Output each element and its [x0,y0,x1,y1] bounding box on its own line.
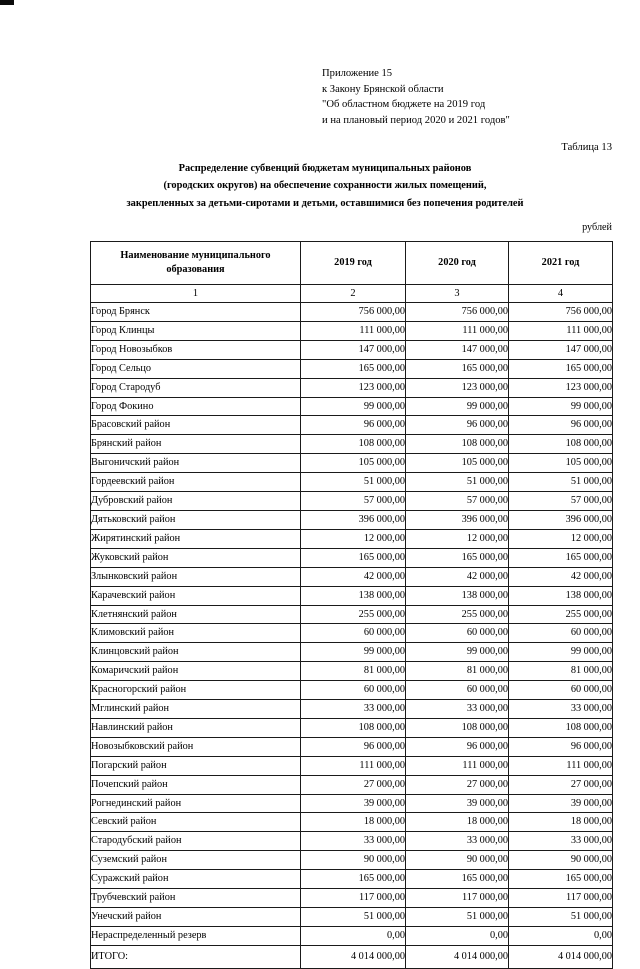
table-row [91,473,613,492]
table-row [91,397,613,416]
row-name-cell: Город Фокино [91,397,301,416]
row-name-cell: Брянский район [91,435,301,454]
row-name-cell: Город Сельцо [91,359,301,378]
row-value-2019: 255 000,00 [301,605,406,624]
row-value-2019: 756 000,00 [301,303,406,322]
row-value-2020: 12 000,00 [406,529,509,548]
row-value-2019: 18 000,00 [301,813,406,832]
row-value-2020: 81 000,00 [406,662,509,681]
row-value-2019: 57 000,00 [301,492,406,511]
row-value-2020: 396 000,00 [406,510,509,529]
table-row [91,605,613,624]
row-value-2019: 105 000,00 [301,454,406,473]
row-name-cell: Выгоничский район [91,454,301,473]
row-name-cell: Клинцовский район [91,643,301,662]
row-value-2021: 396 000,00 [509,510,613,529]
row-value-2019: 39 000,00 [301,794,406,813]
row-value-2021: 4 014 000,00 [509,945,613,968]
row-value-2019: 42 000,00 [301,567,406,586]
reference-line-appendix: Приложение 15 [322,68,393,79]
row-value-2021: 255 000,00 [509,605,613,624]
row-name-cell: Дубровский район [91,492,301,511]
table-body [91,303,613,969]
reference-line-budget: "Об областном бюджете на 2019 год [322,99,486,111]
table-row [91,700,613,719]
column-header-name: Наименование муниципального образования [91,242,301,285]
table-row [91,510,613,529]
column-number-3: 3 [406,285,509,303]
table-row [91,851,613,870]
row-value-2019: 96 000,00 [301,416,406,435]
row-value-2021: 18 000,00 [509,813,613,832]
row-name-cell: Суражский район [91,870,301,889]
row-value-2021: 57 000,00 [509,492,613,511]
subvention-table-container [90,241,612,969]
row-value-2020: 51 000,00 [406,908,509,927]
row-value-2020: 0,00 [406,926,509,945]
row-name-cell: Стародубский район [91,832,301,851]
row-value-2019: 60 000,00 [301,681,406,700]
row-value-2019: 117 000,00 [301,889,406,908]
row-name-cell: Злынковский район [91,567,301,586]
row-value-2019: 99 000,00 [301,397,406,416]
row-value-2020: 147 000,00 [406,340,509,359]
table-row [91,435,613,454]
row-name-cell: Дятьковский район [91,510,301,529]
table-row [91,662,613,681]
row-name-cell: Клетнянский район [91,605,301,624]
row-value-2019: 81 000,00 [301,662,406,681]
row-value-2020: 90 000,00 [406,851,509,870]
row-name-cell: Севский район [91,813,301,832]
table-row [91,378,613,397]
row-value-2019: 111 000,00 [301,321,406,340]
row-value-2019: 33 000,00 [301,700,406,719]
row-value-2019: 90 000,00 [301,851,406,870]
row-name-cell: Жирятинский район [91,529,301,548]
row-value-2021: 12 000,00 [509,529,613,548]
table-row [91,718,613,737]
row-value-2021: 81 000,00 [509,662,613,681]
table-row [91,870,613,889]
row-value-2020: 756 000,00 [406,303,509,322]
row-value-2019: 96 000,00 [301,737,406,756]
row-value-2019: 4 014 000,00 [301,945,406,968]
units-label: рублей [582,222,612,233]
table-row [91,908,613,927]
column-header-2020: 2020 год [406,242,509,285]
table-row [91,454,613,473]
row-name-cell: Город Стародуб [91,378,301,397]
row-value-2021: 42 000,00 [509,567,613,586]
table-row [91,832,613,851]
row-value-2021: 51 000,00 [509,473,613,492]
row-value-2019: 111 000,00 [301,756,406,775]
row-name-cell: Город Клинцы [91,321,301,340]
row-value-2020: 108 000,00 [406,435,509,454]
row-value-2020: 60 000,00 [406,681,509,700]
row-value-2020: 4 014 000,00 [406,945,509,968]
row-name-cell: Унечский район [91,908,301,927]
table-header [91,242,613,303]
row-name-cell: Новозыбковский район [91,737,301,756]
row-value-2020: 33 000,00 [406,832,509,851]
row-value-2021: 99 000,00 [509,397,613,416]
row-value-2021: 0,00 [509,926,613,945]
table-row [91,681,613,700]
row-value-2021: 165 000,00 [509,870,613,889]
row-value-2020: 165 000,00 [406,870,509,889]
row-value-2020: 33 000,00 [406,700,509,719]
table-row [91,340,613,359]
column-number-4: 4 [509,285,613,303]
table-total-row [91,945,613,968]
row-value-2020: 123 000,00 [406,378,509,397]
table-row [91,643,613,662]
row-value-2021: 33 000,00 [509,832,613,851]
row-name-cell: Красногорский район [91,681,301,700]
table-row [91,548,613,567]
reference-line-period: и на плановый период 2020 и 2021 годов" [322,114,510,126]
row-value-2021: 96 000,00 [509,416,613,435]
row-value-2021: 123 000,00 [509,378,613,397]
row-value-2021: 138 000,00 [509,586,613,605]
page-title-line-3: закрепленных за детьми-сиротами и детьми, оставшимися без попечения родителей [126,197,524,209]
row-value-2019: 123 000,00 [301,378,406,397]
table-row [91,529,613,548]
row-value-2021: 117 000,00 [509,889,613,908]
row-value-2020: 111 000,00 [406,756,509,775]
row-name-cell: Брасовский район [91,416,301,435]
row-value-2020: 255 000,00 [406,605,509,624]
row-name-cell: Суземский район [91,851,301,870]
row-value-2020: 60 000,00 [406,624,509,643]
table-row [91,624,613,643]
table-column-number-row [91,285,613,303]
row-value-2020: 57 000,00 [406,492,509,511]
row-value-2021: 27 000,00 [509,775,613,794]
row-name-cell: Почепский район [91,775,301,794]
row-value-2019: 27 000,00 [301,775,406,794]
row-value-2021: 147 000,00 [509,340,613,359]
row-value-2019: 60 000,00 [301,624,406,643]
column-number-1: 1 [91,285,301,303]
table-row [91,359,613,378]
row-name-cell: Жуковский район [91,548,301,567]
table-row [91,492,613,511]
row-value-2021: 756 000,00 [509,303,613,322]
row-value-2020: 108 000,00 [406,718,509,737]
row-value-2020: 51 000,00 [406,473,509,492]
row-value-2021: 99 000,00 [509,643,613,662]
row-value-2020: 117 000,00 [406,889,509,908]
row-name-cell: Город Новозыбков [91,340,301,359]
row-value-2019: 12 000,00 [301,529,406,548]
page-title [70,160,580,212]
row-name-cell: Рогнединский район [91,794,301,813]
row-value-2019: 108 000,00 [301,718,406,737]
row-value-2021: 60 000,00 [509,624,613,643]
row-value-2020: 42 000,00 [406,567,509,586]
row-value-2019: 165 000,00 [301,870,406,889]
row-value-2020: 96 000,00 [406,737,509,756]
row-value-2019: 0,00 [301,926,406,945]
row-value-2019: 51 000,00 [301,908,406,927]
row-name-cell: Город Брянск [91,303,301,322]
row-value-2019: 33 000,00 [301,832,406,851]
row-value-2021: 111 000,00 [509,321,613,340]
row-value-2021: 60 000,00 [509,681,613,700]
row-value-2020: 165 000,00 [406,548,509,567]
row-name-cell: Карачевский район [91,586,301,605]
row-value-2020: 96 000,00 [406,416,509,435]
column-header-2021: 2021 год [509,242,613,285]
table-row [91,756,613,775]
row-value-2021: 108 000,00 [509,435,613,454]
document-reference-block [322,66,622,128]
table-header-row [91,242,613,285]
table-number-label: Таблица 13 [561,142,612,153]
row-value-2019: 51 000,00 [301,473,406,492]
page-title-line-2: (городских округов) на обеспечение сохранности жилых помещений, [163,180,487,192]
table-row [91,775,613,794]
row-name-cell: Навлинский район [91,718,301,737]
row-name-cell: ИТОГО: [91,945,301,968]
row-value-2021: 90 000,00 [509,851,613,870]
reference-line-law: к Закону Брянской области [322,83,444,95]
table-row [91,416,613,435]
row-value-2020: 99 000,00 [406,643,509,662]
row-name-cell: Нераспределенный резерв [91,926,301,945]
row-value-2020: 27 000,00 [406,775,509,794]
subvention-table [90,241,613,969]
table-row [91,586,613,605]
row-name-cell: Погарский район [91,756,301,775]
row-value-2020: 138 000,00 [406,586,509,605]
page-title-line-1: Распределение субвенций бюджетам муниципальных районов [178,163,472,174]
row-value-2020: 111 000,00 [406,321,509,340]
row-value-2021: 108 000,00 [509,718,613,737]
row-value-2020: 39 000,00 [406,794,509,813]
row-value-2021: 111 000,00 [509,756,613,775]
table-row [91,926,613,945]
row-value-2019: 99 000,00 [301,643,406,662]
row-name-cell: Мглинский район [91,700,301,719]
row-name-cell: Гордеевский район [91,473,301,492]
column-header-2019: 2019 год [301,242,406,285]
table-row [91,567,613,586]
table-row [91,321,613,340]
row-value-2021: 165 000,00 [509,359,613,378]
row-value-2021: 105 000,00 [509,454,613,473]
row-name-cell: Климовский район [91,624,301,643]
row-value-2019: 147 000,00 [301,340,406,359]
row-value-2021: 33 000,00 [509,700,613,719]
row-value-2019: 165 000,00 [301,359,406,378]
row-value-2021: 96 000,00 [509,737,613,756]
row-name-cell: Комаричский район [91,662,301,681]
row-value-2019: 108 000,00 [301,435,406,454]
table-row [91,794,613,813]
row-value-2020: 99 000,00 [406,397,509,416]
row-value-2021: 165 000,00 [509,548,613,567]
row-value-2021: 39 000,00 [509,794,613,813]
row-value-2019: 165 000,00 [301,548,406,567]
column-number-2: 2 [301,285,406,303]
row-value-2019: 138 000,00 [301,586,406,605]
row-value-2021: 51 000,00 [509,908,613,927]
row-value-2020: 18 000,00 [406,813,509,832]
table-row [91,813,613,832]
row-value-2019: 396 000,00 [301,510,406,529]
scan-artifact-mark [0,0,14,5]
table-row [91,737,613,756]
row-name-cell: Трубчевский район [91,889,301,908]
row-value-2020: 105 000,00 [406,454,509,473]
table-row [91,303,613,322]
row-value-2020: 165 000,00 [406,359,509,378]
